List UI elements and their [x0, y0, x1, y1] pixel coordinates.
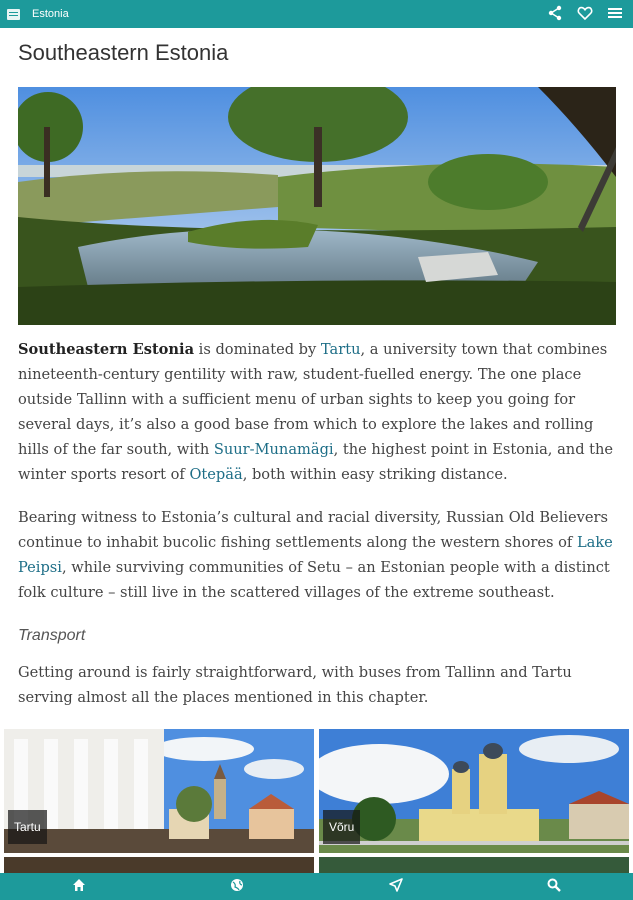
intro-text-3: , the highest point in Estonia, and the winter sports resort of: [18, 441, 614, 483]
app-bar-actions: [547, 5, 623, 21]
tile-partial[interactable]: [319, 857, 629, 873]
link-tartu[interactable]: Tartu: [320, 341, 361, 358]
tile-voru[interactable]: [319, 729, 629, 853]
intro-text-1: is dominated by: [194, 341, 321, 358]
hero-image: [18, 87, 616, 325]
diversity-text-1: Bearing witness to Estonia’s cultural and racial diversity, Russian Old Believers continue to inhabit bucolic fishing settlements along the western shores of: [18, 509, 609, 551]
bottom-nav: [0, 873, 633, 900]
app-bar-title: Estonia: [32, 8, 69, 20]
tile-tartu[interactable]: [4, 729, 314, 853]
tile-label: Tartu: [8, 810, 47, 844]
diversity-paragraph: [18, 505, 618, 605]
intro-paragraph: [18, 337, 618, 487]
list-icon[interactable]: [607, 5, 623, 21]
search-icon[interactable]: [547, 877, 561, 896]
home-icon[interactable]: [72, 877, 86, 896]
navigate-icon[interactable]: [389, 877, 403, 896]
intro-text-2: , a university town that combines nineteenth-century gentility with raw, student-fuelled energy. The one place outside Tallinn with a sufficient menu of urban sights to keep you going for several days, it’s also a good base from which to explore the lakes and rolling hills of the far south, with: [18, 341, 608, 458]
heart-icon[interactable]: [577, 5, 593, 21]
transport-heading: Transport: [18, 627, 86, 644]
link-suur-munamagi[interactable]: Suur-Munamägi: [213, 441, 334, 458]
intro-bold: Southeastern Estonia: [18, 341, 195, 358]
diversity-text-2: , while surviving communities of Setu – an Estonian people with a distinct folk culture – still live in the scattered villages of the extreme southeast.: [18, 559, 610, 601]
page-title: Southeastern Estonia: [18, 40, 229, 65]
globe-icon[interactable]: [230, 877, 244, 896]
link-lake-peipsi[interactable]: Lake Peipsi: [18, 534, 613, 576]
tile-partial[interactable]: [4, 857, 314, 873]
tile-label: Võru: [323, 810, 360, 844]
share-icon[interactable]: [547, 5, 563, 21]
transport-paragraph: Getting around is fairly straightforward, with buses from Tallinn and Tartu serving almost all the places mentioned in this chapter.: [18, 664, 572, 706]
link-otepaa[interactable]: Otepää: [189, 466, 243, 483]
app-bar: [0, 0, 633, 28]
menu-icon[interactable]: [7, 9, 20, 20]
intro-text-4: , both within easy striking distance.: [242, 466, 508, 483]
